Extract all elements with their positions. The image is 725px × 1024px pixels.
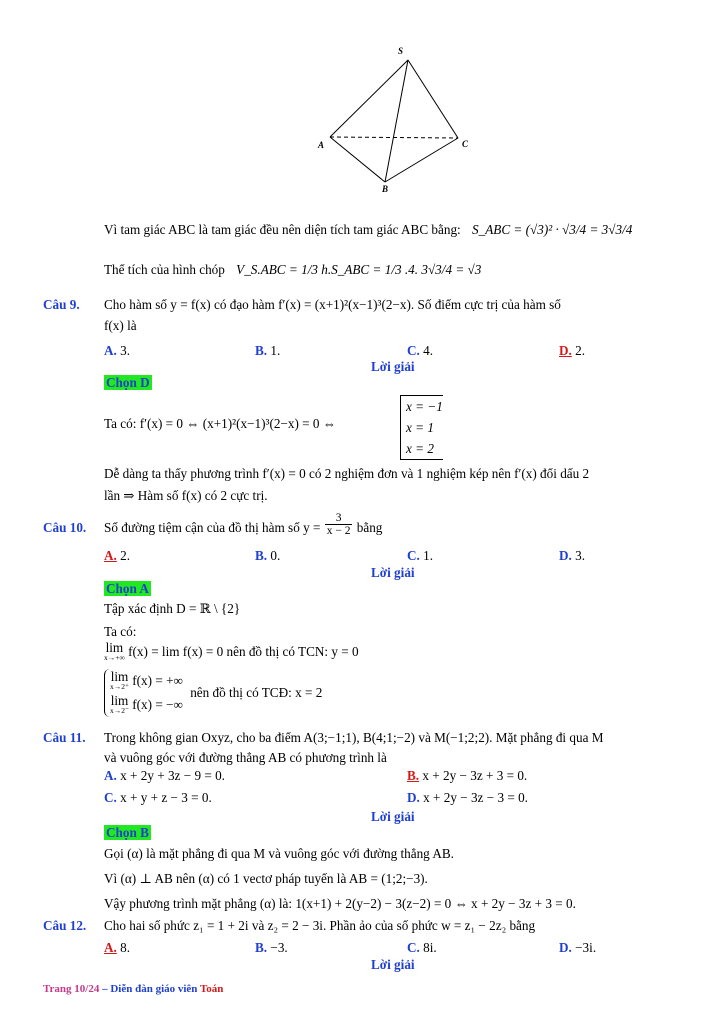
- q9-stem-line2: f(x) là: [104, 318, 137, 333]
- q9-stem-line1: Cho hàm số y = f(x) có đạo hàm f′(x) = (x+1)²(x−1)³(2−x). Số điểm cực trị của hàm số: [104, 297, 561, 312]
- q9-number: Câu 9.: [43, 297, 80, 312]
- edge-sa: [330, 60, 408, 137]
- q8-area-formula: S_ABC = (√3)² · √3/4 = 3√3/4: [472, 222, 633, 237]
- q10-lim2-row-a: lim x→2⁺ f(x) = +∞: [110, 668, 183, 691]
- vertex-label-b: B: [382, 184, 389, 192]
- q11-option-d-key: D.: [407, 790, 420, 805]
- q9-chosen-text: Chọn D: [106, 375, 150, 390]
- q9-option-b-key: B.: [255, 343, 268, 358]
- q10-option-a-text: 2.: [120, 548, 131, 563]
- q12-option-d[interactable]: [559, 940, 596, 956]
- q11-option-c[interactable]: [104, 790, 212, 806]
- footer-forum-name: – Diễn đàn giáo viên: [99, 983, 200, 995]
- q10-option-b-key: B.: [255, 548, 268, 563]
- q10-solution-label: Lời giải: [371, 565, 415, 580]
- q12-option-b-key: B.: [255, 940, 268, 955]
- edge-sc: [408, 60, 458, 138]
- q10-option-c-text: 1.: [423, 548, 434, 563]
- q12-number: Câu 12.: [43, 918, 87, 933]
- q9-chosen-badge: [104, 375, 152, 391]
- q10-lim2-row-b: lim x→2⁻ f(x) = −∞: [110, 692, 183, 715]
- q11-solution-label: Lời giải: [371, 809, 415, 824]
- q11-option-c-key: C.: [104, 790, 117, 805]
- q11-option-a[interactable]: [104, 768, 225, 784]
- vertex-label-s: S: [398, 46, 404, 56]
- q9-case-2: x = 1: [406, 420, 434, 435]
- q12-option-c-text: 8i.: [423, 940, 437, 955]
- q11-option-a-key: A.: [104, 768, 117, 783]
- q11-stem-line1: Trong không gian Oxyz, cho ba điểm A(3;−1;1), B(4;1;−2) và M(−1;2;2). Mặt phẳng đi qua M: [104, 730, 604, 745]
- q9-option-c[interactable]: [407, 343, 433, 359]
- q10-domain: Tập xác định D = ℝ \ {2}: [104, 601, 241, 616]
- q9-option-c-text: 4.: [423, 343, 434, 358]
- q9-solution-intro: Ta có: f′(x) = 0 ⇔ (x+1)²(x−1)³(2−x) = 0 ⇔: [104, 416, 336, 431]
- q8-volume-text: Thể tích của hình chóp: [104, 262, 225, 277]
- q11-solution-line3: Vậy phương trình mặt phẳng (α) là: 1(x+1) + 2(y−2) − 3(z−2) = 0 ⇔ x + 2y − 3z + 3 = 0.: [104, 896, 576, 911]
- q9-option-a-key: A.: [104, 343, 117, 358]
- q8-volume-line: [104, 262, 481, 278]
- q9-option-b[interactable]: [255, 343, 280, 359]
- q10-chosen-badge: [104, 581, 151, 597]
- q9-case-1: x = −1: [406, 399, 443, 414]
- q11-option-d-text: x + 2y − 3z − 3 = 0.: [423, 790, 528, 805]
- q8-volume-formula: V_S.ABC = 1/3 h.S_ABC = 1/3 .4. 3√3/4 = √3: [236, 262, 482, 277]
- q11-option-b-text: x + 2y − 3z + 3 = 0.: [422, 768, 528, 783]
- page-footer: [43, 980, 223, 997]
- q12-option-c-key: C.: [407, 940, 420, 955]
- q10-lim2-text: nên đồ thị có TCĐ: x = 2: [190, 685, 323, 700]
- q8-area-line: [104, 222, 632, 238]
- q11-option-d[interactable]: [407, 790, 528, 806]
- q9-option-a[interactable]: [104, 343, 130, 359]
- q9-option-d-key: D.: [559, 343, 572, 358]
- q11-stem-line2: và vuông góc với đường thẳng AB có phương trình là: [104, 750, 387, 765]
- q12-option-d-key: D.: [559, 940, 572, 955]
- q11-option-c-text: x + y + z − 3 = 0.: [120, 790, 212, 805]
- q9-solution-line1: Dễ dàng ta thấy phương trình f′(x) = 0 có 2 nghiệm đơn và 1 nghiệm kép nên f′(x) đổi dấu 2: [104, 466, 590, 481]
- q10-stem-end: bằng: [356, 520, 383, 535]
- q9-option-a-text: 3.: [120, 343, 131, 358]
- q12-option-a-key: A.: [104, 940, 117, 955]
- q10-lim1: lim x→+∞: [104, 640, 125, 662]
- footer-page-number: Trang 10/24: [43, 983, 100, 995]
- edge-ac-hidden: [330, 137, 458, 138]
- q10-option-d-text: 3.: [575, 548, 586, 563]
- q11-option-b-key: B.: [407, 768, 420, 783]
- q9-solution-line2: lần ⇒ Hàm số f(x) có 2 cực trị.: [104, 488, 268, 503]
- q9-option-d-text: 2.: [575, 343, 586, 358]
- tetrahedron-figure: [310, 42, 480, 192]
- q10-option-b-text: 0.: [270, 548, 281, 563]
- q12-solution-label: Lời giải: [371, 957, 415, 972]
- q11-number: Câu 11.: [43, 730, 86, 745]
- q12-option-b-text: −3.: [270, 940, 288, 955]
- q10-frac-denominator: x − 2: [326, 525, 351, 538]
- q10-number: Câu 10.: [43, 520, 87, 535]
- q12-stem: Cho hai số phức z₁ = 1 + 2i và z₂ = 2 − 3i. Phần ảo của số phức w = z₁ − 2z₂ bằng: [104, 918, 536, 933]
- q10-frac-numerator: 3: [325, 512, 353, 525]
- q10-chosen-text: Chọn A: [106, 581, 149, 596]
- q10-limit-system: [104, 669, 322, 717]
- q11-solution-line1: Gọi (α) là mặt phẳng đi qua M và vuông góc với đường thẳng AB.: [104, 846, 454, 861]
- q11-option-b[interactable]: [407, 768, 527, 784]
- q12-option-a-text: 8.: [120, 940, 131, 955]
- q10-option-a-key: A.: [104, 548, 117, 563]
- q11-chosen-badge: [104, 825, 151, 841]
- q9-case-3: x = 2: [406, 441, 434, 456]
- q10-stem-text: Số đường tiệm cận của đồ thị hàm số y =: [104, 520, 321, 535]
- q10-stem: [104, 512, 383, 538]
- q9-solution-label: Lời giải: [371, 359, 415, 374]
- vertex-label-a: A: [318, 140, 325, 150]
- q12-option-b[interactable]: [255, 940, 288, 956]
- q11-chosen-text: Chọn B: [106, 825, 149, 840]
- q10-option-b[interactable]: [255, 548, 280, 564]
- q10-option-a[interactable]: [104, 548, 130, 564]
- q9-option-b-text: 1.: [270, 343, 281, 358]
- q8-area-text: Vì tam giác ABC là tam giác đều nên diện tích tam giác ABC bằng:: [104, 222, 461, 237]
- q9-solution-cases: [400, 395, 443, 460]
- q12-option-d-text: −3i.: [575, 940, 597, 955]
- q11-solution-line2: Vì (α) ⊥ AB nên (α) có 1 vectơ pháp tuyến là AB = (1;2;−3).: [104, 871, 428, 886]
- q9-option-d[interactable]: [559, 343, 585, 359]
- edge-ab: [330, 137, 385, 182]
- footer-brand: Toán: [199, 983, 224, 995]
- vertex-label-c: C: [462, 139, 469, 149]
- q10-option-c[interactable]: [407, 548, 433, 564]
- edge-sb: [385, 60, 408, 182]
- q10-option-d-key: D.: [559, 548, 572, 563]
- q12-option-a[interactable]: [104, 940, 130, 956]
- q10-taco: Ta có:: [104, 624, 137, 639]
- q9-option-c-key: C.: [407, 343, 420, 358]
- q12-option-c[interactable]: [407, 940, 437, 956]
- q10-stem-fraction: [325, 512, 353, 537]
- q11-option-a-text: x + 2y + 3z − 9 = 0.: [120, 768, 225, 783]
- q10-limit-line: [104, 640, 359, 663]
- edge-bc: [385, 138, 458, 182]
- q10-option-c-key: C.: [407, 548, 420, 563]
- q10-option-d[interactable]: [559, 548, 585, 564]
- q10-limit-text: f(x) = lim f(x) = 0 nên đồ thị có TCN: y = 0: [128, 644, 359, 660]
